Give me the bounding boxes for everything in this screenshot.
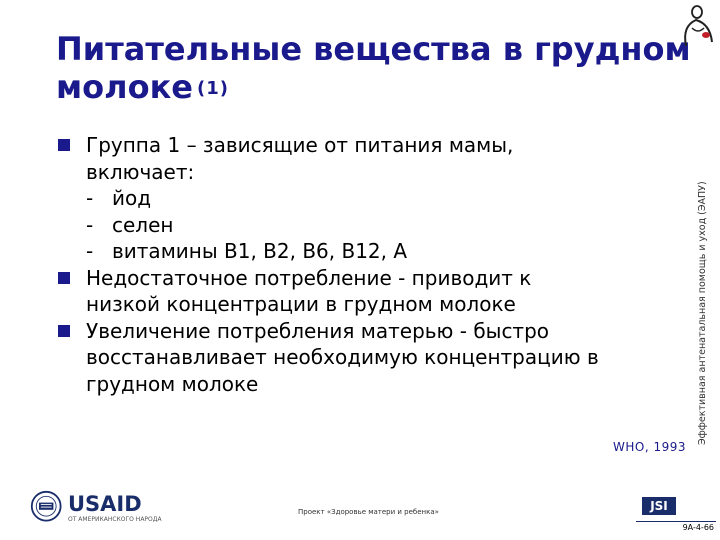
bullet-text: включает: [86, 159, 195, 184]
slide-code: 9A-4-66 [682, 523, 714, 532]
square-bullet-icon [58, 325, 70, 337]
usaid-seal-icon [30, 490, 66, 526]
usaid-logo: USAID [68, 492, 142, 516]
title-number: (1) [196, 78, 229, 99]
bullet-text: Недостаточное потребление - приводит к [86, 265, 532, 290]
bullet-item [56, 132, 696, 185]
sub-item [56, 238, 696, 265]
sub-dash: - [86, 186, 94, 210]
sub-dash: - [86, 239, 94, 263]
title-line-2: молоке [56, 68, 193, 106]
bullet-item [56, 265, 696, 318]
square-bullet-icon [58, 139, 70, 151]
sub-item-text: селен [112, 212, 174, 237]
footer-rule [636, 521, 716, 522]
sub-item [56, 185, 696, 212]
bullet-text: низкой концентрации в грудном молоке [86, 292, 516, 316]
bullet-item [56, 318, 696, 398]
side-caption: Эффективная антенатальная помощь и уход (ЭАПУ) [697, 181, 708, 445]
sub-item-text: йод [112, 186, 152, 210]
sub-dash: - [86, 212, 94, 237]
square-bullet-icon [58, 272, 70, 284]
jsi-logo: JSI [642, 497, 676, 515]
citation: WHO, 1993 [612, 440, 686, 454]
slide-title [56, 30, 696, 108]
sub-item-text: витамины В1, В2, В6, В12, А [112, 239, 408, 263]
bullet-text: Увеличение потребления матерью - быстро [86, 318, 550, 343]
title-line-1: Питательные вещества в грудном [56, 30, 691, 68]
usaid-tagline: ОТ АМЕРИКАНСКОГО НАРОДА [68, 516, 162, 523]
bullet-list [56, 132, 696, 397]
project-name: Проект «Здоровье матери и ребенка» [298, 508, 439, 516]
bullet-text: Группа 1 – зависящие от питания мамы, [86, 133, 514, 157]
sub-item [56, 212, 696, 239]
mother-child-logo-icon [676, 2, 718, 50]
bullet-text: восстанавливает необходимую концентрацию в [86, 345, 599, 369]
bullet-text: грудном молоке [86, 371, 259, 396]
